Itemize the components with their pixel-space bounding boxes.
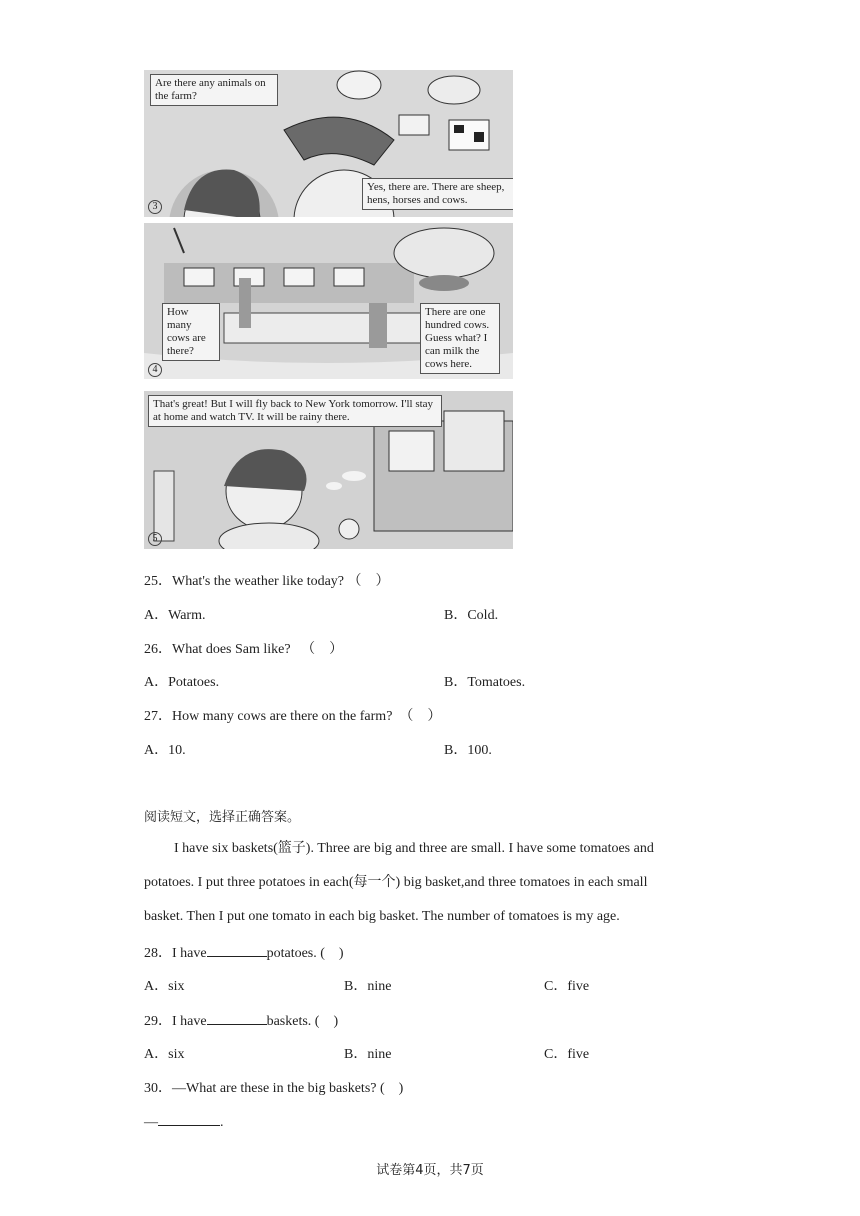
option-28-a[interactable]: A．six bbox=[144, 979, 185, 994]
speech-bubble-left: Are there any animals on the farm? bbox=[150, 74, 278, 106]
answer-blank[interactable] bbox=[158, 1111, 220, 1126]
option-26-a[interactable]: A．Potatoes. bbox=[144, 675, 220, 690]
question-number: 29． bbox=[144, 1014, 172, 1029]
option-29-c[interactable]: C．five bbox=[544, 1047, 590, 1062]
passage-line-1: I have six baskets(篮子). Three are big and three are small. I have some tomatoes and bbox=[174, 841, 654, 856]
comic-panel-3 bbox=[144, 70, 513, 217]
speech-bubble-top: That's great! But I will fly back to New York tomorrow. I'll stay at home and watch TV. It will be rainy there. bbox=[148, 395, 442, 427]
question-number: 30． bbox=[144, 1081, 172, 1096]
question-26 bbox=[144, 638, 343, 658]
answer-blank[interactable] bbox=[207, 942, 267, 957]
option-27-a[interactable]: A．10. bbox=[144, 743, 186, 758]
answer-paren: （ ） bbox=[399, 709, 442, 724]
option-28-b[interactable]: B．nine bbox=[344, 979, 392, 994]
passage-line-3: basket. Then I put one tomato in each big basket. The number of tomatoes is my age. bbox=[144, 909, 620, 924]
question-number: 25． bbox=[144, 574, 172, 589]
question-text: What's the weather like today? bbox=[172, 574, 345, 589]
question-number: 27． bbox=[144, 709, 172, 724]
speech-bubble-left: How many cows are there? bbox=[162, 303, 220, 361]
question-30: 30．—What are these in the big baskets? ( ) bbox=[144, 1081, 404, 1096]
panel-number: 3 bbox=[148, 200, 162, 214]
comic-panel-5 bbox=[144, 391, 513, 549]
answer-paren: （ ） bbox=[347, 574, 390, 589]
answer-line-30: — . bbox=[144, 1111, 224, 1131]
question-28: 28．I have potatoes. ( ) bbox=[144, 942, 344, 962]
passage-line-2: potatoes. I put three potatoes in each(每一个) big basket,and three tomatoes in each small bbox=[144, 875, 648, 890]
question-25 bbox=[144, 570, 390, 590]
question-27 bbox=[144, 705, 441, 725]
option-25-b[interactable]: B．Cold. bbox=[444, 608, 499, 623]
option-26-b[interactable]: B．Tomatoes. bbox=[444, 675, 526, 690]
question-number: 26． bbox=[144, 642, 172, 657]
panel-number: 4 bbox=[148, 363, 162, 377]
comic-panel-4 bbox=[144, 223, 513, 379]
option-25-a[interactable]: A．Warm. bbox=[144, 608, 206, 623]
question-text: How many cows are there on the farm? bbox=[172, 709, 393, 724]
option-28-c[interactable]: C．five bbox=[544, 979, 590, 994]
speech-bubble-right: There are one hundred cows. Guess what? I can milk the cows here. bbox=[420, 303, 500, 374]
question-29: 29．I have baskets. ( ) bbox=[144, 1010, 338, 1030]
panel-number: 5 bbox=[148, 532, 162, 546]
option-29-b[interactable]: B．nine bbox=[344, 1047, 392, 1062]
option-29-a[interactable]: A．six bbox=[144, 1047, 185, 1062]
page-footer: 试卷第4页，共7页 bbox=[376, 1163, 484, 1178]
answer-paren: （ ） bbox=[301, 642, 344, 657]
reading-passage bbox=[144, 832, 704, 934]
question-text: What does Sam like? bbox=[172, 642, 291, 657]
reading-instruction: 阅读短文，选择正确答案。 bbox=[144, 810, 301, 825]
speech-bubble-right: Yes, there are. There are sheep, hens, horses and cows. bbox=[362, 178, 513, 210]
question-number: 28． bbox=[144, 946, 172, 961]
option-27-b[interactable]: B．100. bbox=[444, 743, 492, 758]
answer-blank[interactable] bbox=[207, 1010, 267, 1025]
